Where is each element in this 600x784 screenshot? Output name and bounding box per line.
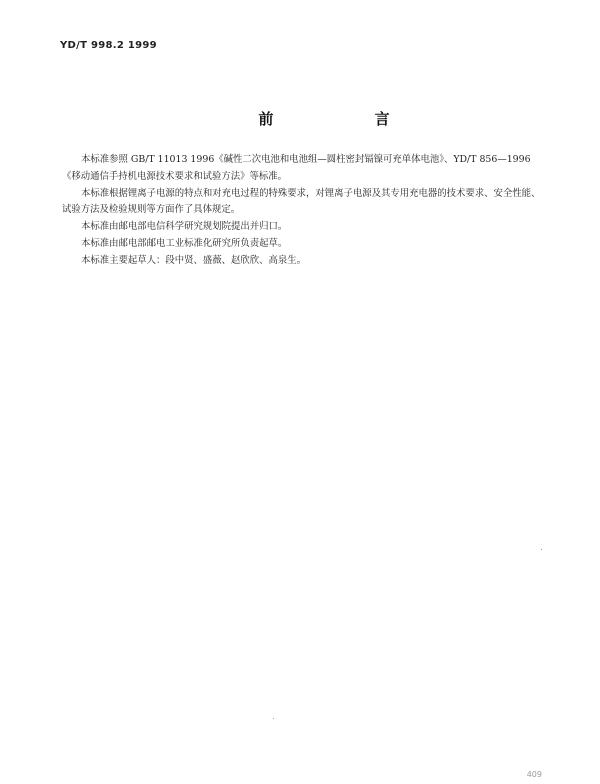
paragraph: 本标准主要起草人：段中贤、盛薇、赵欣欣、高泉生。 [81,254,307,266]
paragraph: 本标准参照 GB/T 11013 1996《碱性二次电池和电池组—圆柱密封镉镍可充单体电池》、YD/T 856—1996《移动通信手持机电源技术要求和试验方法》等标准。 [62,154,531,182]
standard-code: YD/T 998.2 1999 [60,40,157,51]
page-title: 前 言 [258,110,438,128]
scan-speck [541,549,542,550]
scan-speck [273,718,274,719]
paragraph: 本标准根据锂离子电源的特点和对充电过程的特殊要求，对锂离子电源及其专用充电器的技术要求、安全性能、试验方法及检验规则等方面作了具体规定。 [62,187,541,216]
foreword-body [62,152,542,270]
paragraph: 本标准由邮电部电信科学研究规划院提出并归口。 [81,221,288,233]
page-number: 409 [526,770,542,779]
paragraph: 本标准由邮电部邮电工业标准化研究所负责起草。 [81,237,288,249]
